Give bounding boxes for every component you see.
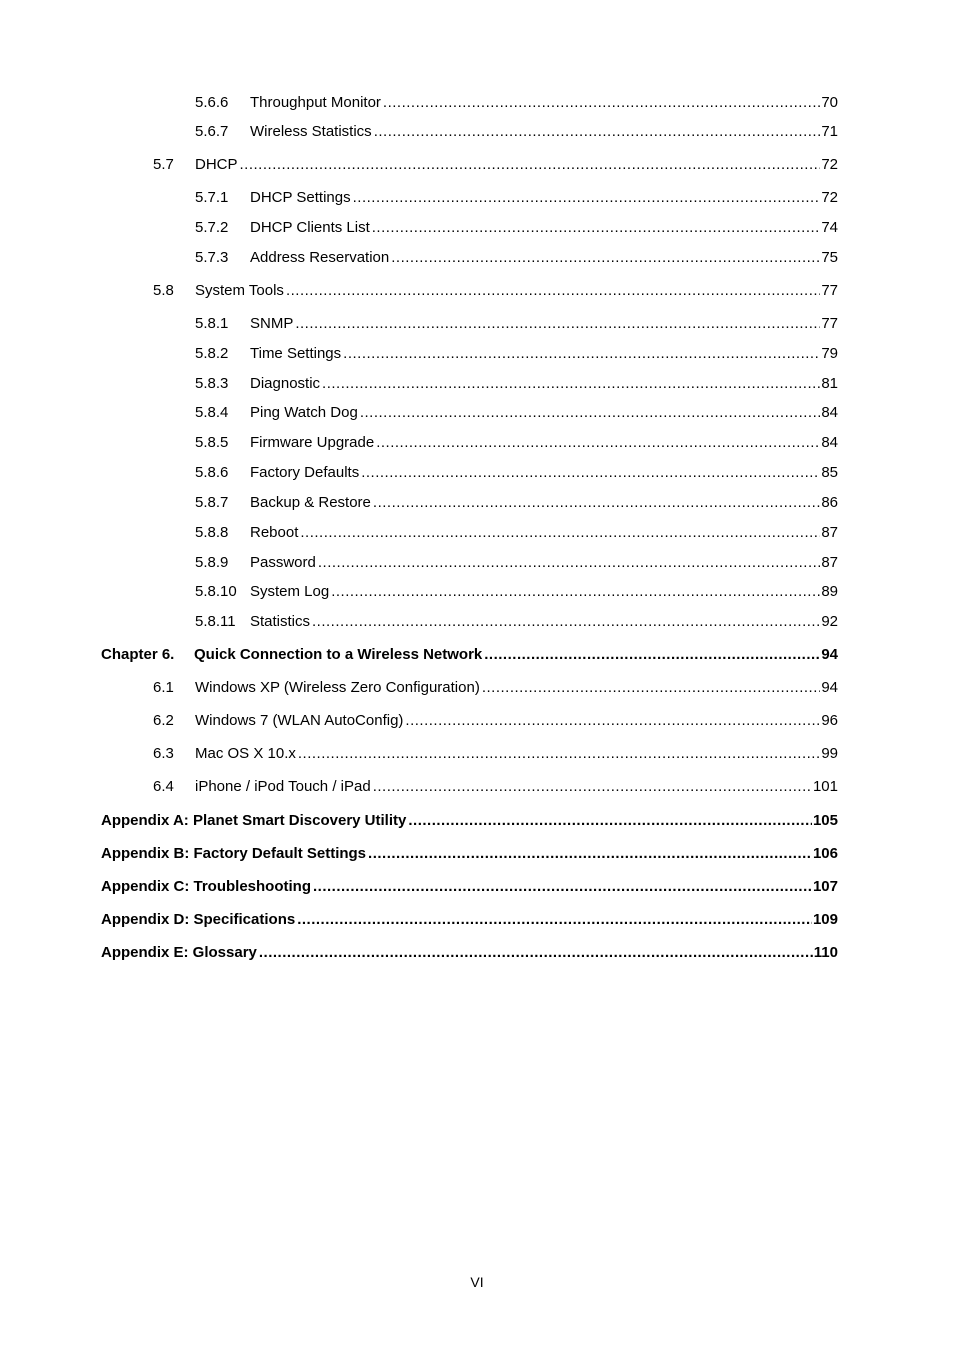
toc-entry-number: 5.8.11 (195, 613, 236, 630)
toc-entry-title: Mac OS X 10.x (195, 745, 296, 762)
toc-entry-title: Address Reservation (250, 249, 390, 266)
dot-leader (343, 344, 820, 364)
toc-entry-number: 5.7.3 (195, 249, 229, 266)
toc-entry[interactable] (153, 281, 838, 301)
dot-leader (368, 844, 812, 864)
toc-entry-title: Diagnostic (250, 375, 321, 392)
toc-entry-title: DHCP Clients List (250, 219, 370, 236)
toc-entry[interactable] (153, 777, 838, 797)
dot-leader (313, 877, 812, 897)
toc-entry-number: 5.8.5 (195, 434, 229, 451)
dot-leader (482, 678, 820, 698)
toc-entry[interactable] (195, 122, 838, 142)
toc-entry-title: Windows XP (Wireless Zero Configuration) (195, 679, 480, 696)
toc-entry-number: 5.8.10 (195, 583, 237, 600)
toc-entry-title: System Tools (195, 282, 284, 299)
toc-entry[interactable] (195, 463, 838, 483)
dot-leader (300, 523, 820, 543)
toc-entry[interactable] (101, 844, 838, 864)
toc-entry-page: 79 (821, 345, 838, 362)
dot-leader (373, 493, 820, 513)
toc-entry-title: Reboot (250, 524, 299, 541)
dot-leader (353, 188, 821, 208)
toc-entry[interactable] (101, 910, 838, 930)
toc-entry-number: 5.7.1 (195, 189, 229, 206)
toc-entry-page: 99 (821, 745, 838, 762)
toc-entry-page: 77 (821, 315, 838, 332)
toc-entry-number: 6.2 (153, 712, 174, 729)
dot-leader (372, 218, 821, 238)
dot-leader (295, 314, 820, 334)
page-number: VI (470, 1274, 484, 1290)
dot-leader (240, 155, 821, 175)
dot-leader (484, 645, 820, 665)
toc-entry-title: Wireless Statistics (250, 123, 372, 140)
toc-entry-title: Quick Connection to a Wireless Network (194, 646, 483, 663)
toc-entry-number: 5.8.3 (195, 375, 229, 392)
toc-entry-page: 94 (821, 646, 838, 663)
toc-entry-title: Appendix E: Glossary (101, 944, 257, 961)
toc-entry[interactable] (195, 93, 838, 113)
toc-entry[interactable] (195, 403, 838, 423)
dot-leader (373, 777, 812, 797)
toc-entry-page: 77 (821, 282, 838, 299)
toc-entry-page: 72 (821, 189, 838, 206)
toc-entry-number: Chapter 6. (101, 646, 175, 663)
dot-leader (322, 374, 820, 394)
toc-entry-title: Appendix A: Planet Smart Discovery Utility (101, 812, 407, 829)
toc-entry-number: 5.8 (153, 282, 174, 299)
toc-entry-title: Statistics (250, 613, 311, 630)
toc-entry-page: 71 (821, 123, 838, 140)
toc-entry-page: 86 (821, 494, 838, 511)
dot-leader (318, 553, 820, 573)
toc-entry-page: 101 (812, 778, 838, 795)
toc-entry-page: 107 (812, 878, 838, 895)
toc-entry-title: Appendix C: Troubleshooting (101, 878, 311, 895)
toc-entry-title: Appendix B: Factory Default Settings (101, 845, 367, 862)
toc-entry[interactable] (195, 374, 838, 394)
toc-entry[interactable] (101, 811, 838, 831)
toc-entry[interactable] (195, 582, 838, 602)
toc-entry-title: DHCP (195, 156, 238, 173)
dot-leader (408, 811, 812, 831)
toc-entry-title: Factory Defaults (250, 464, 360, 481)
toc-entry-page: 110 (813, 944, 838, 961)
toc-entry-number: 5.8.1 (195, 315, 229, 332)
toc-entry-page: 74 (821, 219, 838, 236)
toc-entry-number: 5.6.6 (195, 94, 229, 111)
toc-entry-page: 87 (821, 554, 838, 571)
toc-entry[interactable] (153, 744, 838, 764)
toc-entry-title: SNMP (250, 315, 294, 332)
toc-entry[interactable] (195, 344, 838, 364)
dot-leader (312, 612, 820, 632)
toc-entry[interactable] (195, 188, 838, 208)
toc-entry[interactable] (195, 553, 838, 573)
dot-leader (298, 744, 820, 764)
toc-entry-title: Windows 7 (WLAN AutoConfig) (195, 712, 404, 729)
toc-entry-title: Backup & Restore (250, 494, 371, 511)
toc-entry[interactable] (195, 218, 838, 238)
toc-entry-title: Time Settings (250, 345, 342, 362)
toc-entry-number: 6.4 (153, 778, 174, 795)
dot-leader (361, 463, 820, 483)
toc-entry[interactable] (101, 877, 838, 897)
toc-entry-title: System Log (250, 583, 330, 600)
toc-entry-number: 5.8.2 (195, 345, 229, 362)
toc-entry-page: 89 (821, 583, 838, 600)
toc-entry[interactable] (195, 248, 838, 268)
dot-leader (374, 122, 821, 142)
toc-entry-number: 5.8.8 (195, 524, 229, 541)
toc-entry-page: 70 (821, 94, 838, 111)
toc-entry[interactable] (195, 612, 838, 632)
toc-entry-number: 5.7 (153, 156, 174, 173)
toc-entry-page: 72 (821, 156, 838, 173)
toc-entry-page: 94 (821, 679, 838, 696)
toc-entry-title: Firmware Upgrade (250, 434, 375, 451)
toc-entry-number: 5.8.7 (195, 494, 229, 511)
toc-entry-title: Password (250, 554, 316, 571)
toc-entry-page: 106 (812, 845, 838, 862)
toc-entry-number: 6.1 (153, 679, 174, 696)
toc-entry-page: 84 (821, 434, 838, 451)
toc-entry[interactable] (195, 433, 838, 453)
toc-entry-page: 105 (812, 812, 838, 829)
toc-entry[interactable] (195, 523, 838, 543)
dot-leader (297, 910, 812, 930)
dot-leader (360, 403, 820, 423)
toc-entry[interactable] (153, 155, 838, 175)
toc-entry-page: 84 (821, 404, 838, 421)
toc-entry-number: 5.7.2 (195, 219, 229, 236)
toc-entry-title: iPhone / iPod Touch / iPad (195, 778, 371, 795)
toc-entry-page: 92 (821, 613, 838, 630)
toc-entry-page: 85 (821, 464, 838, 481)
toc-entry-number: 5.8.6 (195, 464, 229, 481)
dot-leader (376, 433, 820, 453)
toc-entry-number: 5.8.4 (195, 404, 229, 421)
toc-entry-title: Throughput Monitor (250, 94, 381, 111)
toc-entry-number: 6.3 (153, 745, 174, 762)
toc-entry-title: Ping Watch Dog (250, 404, 358, 421)
dot-leader (391, 248, 820, 268)
dot-leader (286, 281, 820, 301)
toc-entry-title: DHCP Settings (250, 189, 351, 206)
toc-entry-page: 87 (821, 524, 838, 541)
toc-entry-number: 5.8.9 (195, 554, 229, 571)
toc-entry[interactable] (195, 493, 838, 513)
toc-entry[interactable] (153, 678, 838, 698)
toc-entry[interactable] (101, 943, 838, 963)
toc-entry-title: Appendix D: Specifications (101, 911, 296, 928)
toc-entry-page: 81 (821, 375, 838, 392)
dot-leader (331, 582, 820, 602)
dot-leader (405, 711, 820, 731)
toc-entry[interactable] (101, 645, 838, 665)
toc-entry-page: 109 (812, 911, 838, 928)
toc-entry-page: 75 (821, 249, 838, 266)
toc-entry-page: 96 (821, 712, 838, 729)
toc-entry[interactable] (153, 711, 838, 731)
toc-entry-number: 5.6.7 (195, 123, 229, 140)
dot-leader (383, 93, 820, 113)
toc-entry[interactable] (195, 314, 838, 334)
dot-leader (259, 943, 813, 963)
